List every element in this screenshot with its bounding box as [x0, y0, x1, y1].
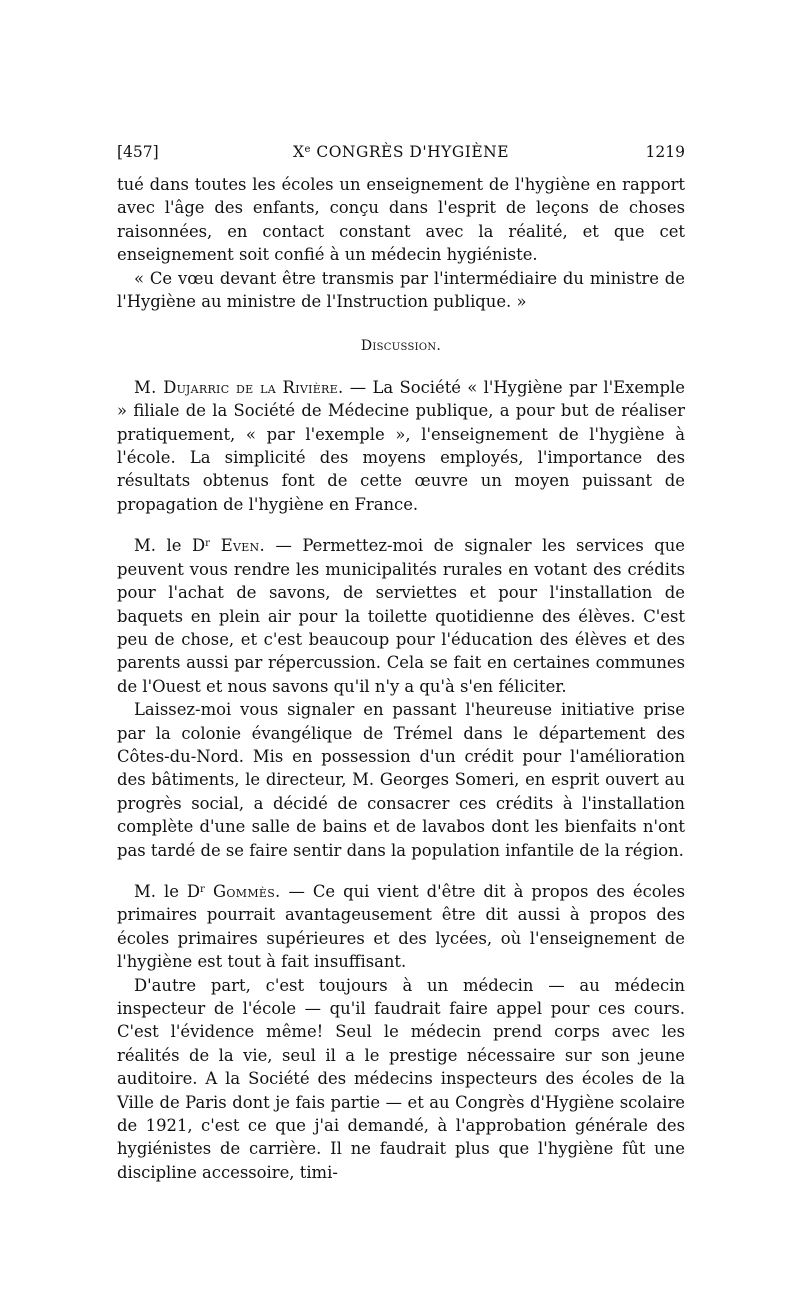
speaker-name: M. Dujarric de la Rivière. [134, 377, 344, 397]
discussion-heading: Discussion. [360, 338, 442, 355]
paragraph-voeu: « Ce vœu devant être transmis par l'intermédiaire du ministre de l'Hygiène au ministre de l'Instruction publique. » [117, 268, 685, 312]
paragraph-continuation: tué dans toutes les écoles un enseignement de l'hygiène en rapport avec l'âge des enfants, conçu dans l'esprit de leçons de choses raisonnées, en contact constant avec la réalité, et que cet enseignement soit confié à un médecin hygiéniste. [117, 175, 685, 265]
speaker-prefix: M. le D [134, 881, 200, 901]
running-title-prefix: X [292, 143, 305, 161]
paragraph-tremel: Laissez-moi vous signaler en passant l'heureuse initiative prise par la colonie évangélique de Trémel dans le département des Côtes-du-Nord. Mis en possession d'un crédit pour l'amélioration des bâtiments, le directeur, M. Georges Someri, en esprit ouvert au progrès social, a décidé de consacrer ces crédits à l'installation complète d'une salle de bains et de lavabos dont les bienfaits n'ont pas tardé de se faire sentir dans la population infantile de la région. [117, 700, 685, 860]
paragraph-text: — Permettez-moi de signaler les services que peuvent vous rendre les municipalités rurales en votant des crédits pour l'achat de savons, de serviettes et pour l'installation de baquets en plein air pour la toilette quotidienne des élèves. C'est peu de chose, et c'est beaucoup pour l'éducation des élèves et des parents aussi par répercussion. Cela se fait en certaines communes de l'Ouest et nous savons qu'il n'y a qu'à s'en féliciter. [117, 536, 685, 696]
running-title-rest: CONGRÈS D'HYGIÈNE [310, 143, 510, 161]
page-reference: [457] [117, 143, 159, 161]
page-body [117, 173, 685, 1184]
speaker-name: Gommès. [204, 881, 281, 901]
paragraph-gommes [117, 880, 685, 974]
speaker-prefix-sup: r [200, 883, 205, 895]
paragraph-text: — Ce qui vient d'être dit à propos des écoles primaires pourrait avantageusement être dit aussi à propos des écoles primaires supérieures et des lycées, où l'enseignement de l'hygiène est tout à fait insuffisant. [117, 881, 686, 972]
page-number: 1219 [645, 143, 685, 161]
running-title [117, 138, 685, 166]
speaker-name: Even. [209, 536, 265, 556]
paragraph-even [117, 534, 685, 698]
paragraph-dujarric [117, 376, 685, 516]
running-title-sup: e [304, 144, 311, 155]
paragraph-text: — La Société « l'Hygiène par l'Exemple » filiale de la Société de Médecine publique, a pour but de réaliser pratiquement, « par l'exemple », l'enseignement de l'hygiène à l'école. La simplicité des moyens employés, l'importance des résultats obtenus font de cette œuvre un moyen puissant de propagation de l'hygiène en France. [117, 377, 685, 514]
speaker-prefix-sup: r [205, 538, 210, 550]
paragraph-medecin: D'autre part, c'est toujours à un médecin — au médecin inspecteur de l'école — qu'il faudrait faire appel pour ces cours. C'est l'évidence même! Seul le médecin prend corps avec les réalités de la vie, seul il a le prestige nécessaire sur son jeune auditoire. A la Société des médecins inspecteurs des écoles de la Ville de Paris dont je fais partie — et au Congrès d'Hygiène scolaire de 1921, c'est ce que j'ai demandé, à l'approbation générale des hygiénistes de carrière. Il ne faudrait plus que l'hygiène fût une discipline accessoire, timi- [117, 975, 685, 1182]
speaker-prefix: M. le D [134, 536, 206, 556]
running-header [117, 138, 685, 166]
